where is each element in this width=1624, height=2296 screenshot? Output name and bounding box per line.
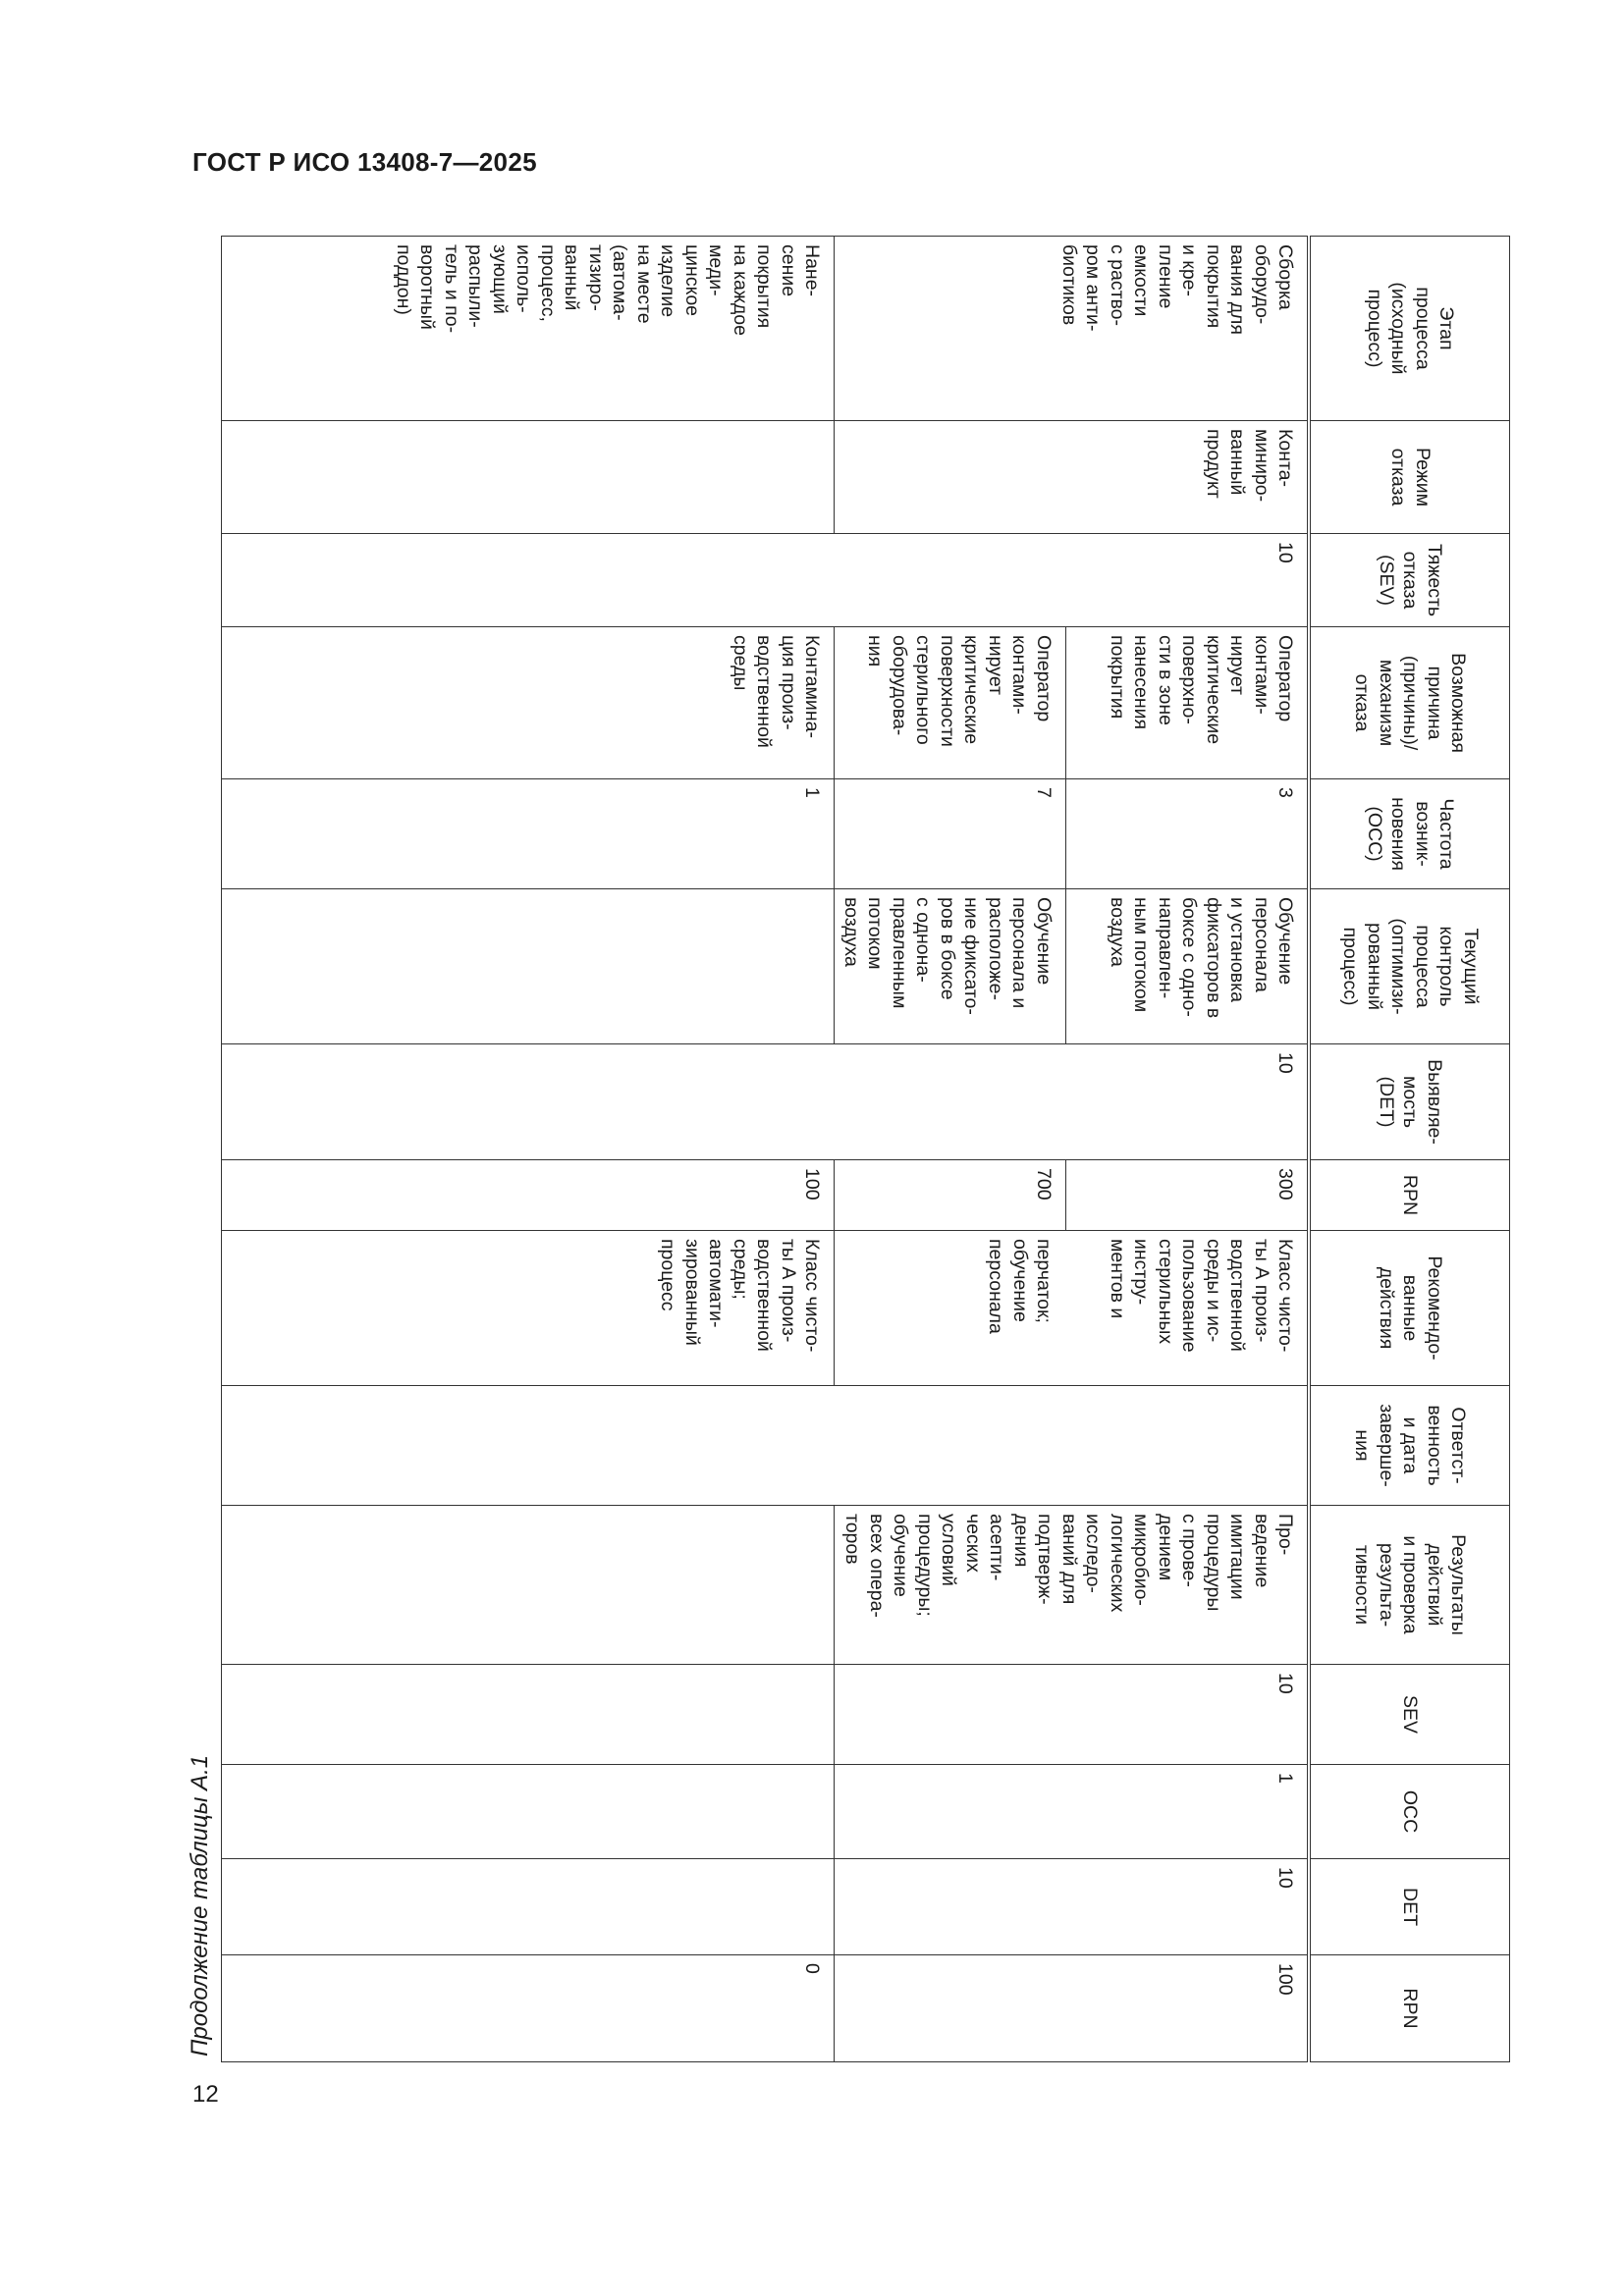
rotated-table-wrapper: [234, 236, 1510, 2061]
col-header-severity: Тяжесть отказа (SEV): [1310, 534, 1510, 627]
cell-responsibility: [222, 1386, 1310, 1506]
col-header-new-detection: DET: [1310, 1859, 1510, 1955]
cell-detection: 10: [222, 1044, 1310, 1160]
cell-rpn: 100: [222, 1160, 835, 1231]
fmea-table: [222, 236, 1511, 2062]
cell-new-rpn: 100: [835, 1955, 1310, 2062]
cell-rpn: 300: [1066, 1160, 1310, 1231]
col-header-cause: Возможная причина (причины)/ механизм отказа: [1310, 627, 1510, 779]
cell-new-occurrence: [222, 1765, 835, 1859]
col-header-failure-mode: Режим отказа: [1310, 421, 1510, 534]
col-header-rpn: RPN: [1310, 1160, 1510, 1231]
cell-rpn: 700: [835, 1160, 1066, 1231]
cell-recommended-actions: Класс чисто- ты А произ- водственной среды; автомати- зированный процесс: [222, 1231, 835, 1386]
cell-new-detection: [222, 1859, 835, 1955]
page-number: 12: [192, 2081, 219, 2108]
cell-new-rpn: 0: [222, 1955, 835, 2062]
col-header-action-results: Результаты действий и проверка результа- тивности: [1310, 1506, 1510, 1665]
col-header-occurrence: Частота возник- новения (OCC): [1310, 779, 1510, 889]
cell-recommended-actions: Класс чисто- ты А произ- водственной среды и ис- пользование стерильных инстру- ментов и: [1066, 1231, 1310, 1386]
cell-new-detection: 10: [835, 1859, 1310, 1955]
cell-action-results: [222, 1506, 835, 1665]
cell-occurrence: 7: [835, 779, 1066, 889]
cell-new-severity: 10: [835, 1665, 1310, 1765]
document-code: ГОСТ Р ИСО 13408-7—2025: [192, 147, 537, 177]
col-header-stage: Этап процесса (исходный процесс): [1310, 237, 1510, 421]
col-header-new-rpn: RPN: [1310, 1955, 1510, 2062]
cell-occurrence: 1: [222, 779, 835, 889]
cell-occurrence: 3: [1066, 779, 1310, 889]
cell-stage: Сборка оборудо- вания для покрытия и кре- пление емкости с раство- ром анти- биотиков: [835, 237, 1310, 421]
col-header-detection: Выявляе- мость (DET): [1310, 1044, 1510, 1160]
cell-current-control: Обучение персонала и расположе- ние фиксато- ров в боксе с однона- правленным потоком воздуха: [835, 889, 1066, 1044]
table-header-row: [1310, 237, 1510, 2062]
table-row: [1066, 237, 1310, 2062]
col-header-responsibility: Ответст- венность и дата заверше- ния: [1310, 1386, 1510, 1506]
cell-recommended-actions: перчаток; обучение персонала: [835, 1231, 1066, 1386]
cell-new-occurrence: 1: [835, 1765, 1310, 1859]
col-header-current-control: Текущий контроль процесса (оптимизи- рованный процесс): [1310, 889, 1510, 1044]
cell-cause: Оператор контами- нирует критические поверхности стерильного оборудова- ния: [835, 627, 1066, 779]
table-caption: Продолжение таблицы А.1: [187, 1754, 213, 2056]
cell-severity: 10: [222, 534, 1310, 627]
cell-current-control: [222, 889, 835, 1044]
col-header-recommended-actions: Рекомендо- ванные действия: [1310, 1231, 1510, 1386]
cell-failure-mode: Конта- миниро- ванный продукт: [835, 421, 1310, 534]
cell-cause: Оператор контами- нирует критические поверхно- сти в зоне нанесения покрытия: [1066, 627, 1310, 779]
cell-action-results: Про- ведение имитации процедуры с прове- дением микробио- логических исследо- ваний для подтверж- дения асепти- ческих условий процедуры; обучение всех опера- торов: [835, 1506, 1310, 1665]
col-header-new-occurrence: OCC: [1310, 1765, 1510, 1859]
cell-stage: Нане- сение покрытия на каждое меди- цинское изделие на месте (автома- тизиро- ванный процесс, исполь- зующий распыли- тель и по- воротный поддон): [222, 237, 835, 421]
col-header-new-severity: SEV: [1310, 1665, 1510, 1765]
cell-new-severity: [222, 1665, 835, 1765]
cell-cause: Контамина- ция произ- водственной среды: [222, 627, 835, 779]
cell-failure-mode: [222, 421, 835, 534]
cell-current-control: Обучение персонала и установка фиксаторов в боксе с одно- направлен- ным потоком воздуха: [1066, 889, 1310, 1044]
